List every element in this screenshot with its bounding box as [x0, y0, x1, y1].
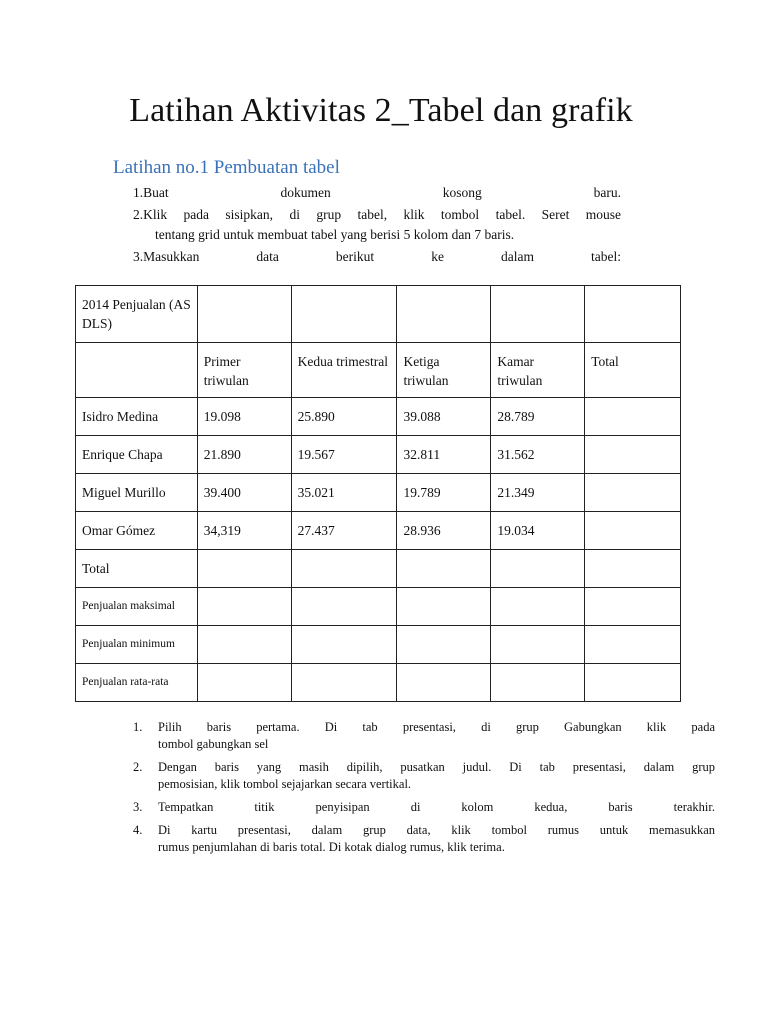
table-row: [76, 436, 681, 474]
instruction-number: 1.: [133, 720, 143, 734]
table-cell: [397, 286, 491, 343]
instruction-number: 2.: [133, 760, 143, 774]
table-cell: [197, 664, 291, 702]
table-cell: [76, 343, 198, 398]
steps-list: [133, 183, 621, 267]
table-cell: 32.811: [397, 436, 491, 474]
table-row: [76, 398, 681, 436]
instructions-list: [133, 719, 715, 862]
table-cell: 19.567: [291, 436, 397, 474]
table-cell: 19.098: [197, 398, 291, 436]
instruction-text: Tempatkan titik penyisipan di kolom kedua, baris terakhir.: [158, 800, 715, 814]
column-header: Kedua trimestral: [291, 343, 397, 398]
table-cell: [491, 286, 585, 343]
table-cell: 31.562: [491, 436, 585, 474]
row-name: Penjualan rata-rata: [76, 664, 198, 702]
step-1: 1.Buat dokumen kosong baru.: [133, 185, 621, 200]
table-cell: [585, 626, 681, 664]
table-cell: [491, 550, 585, 588]
table-cell: 25.890: [291, 398, 397, 436]
sales-table: [75, 285, 681, 702]
instruction-text: Di kartu presentasi, dalam grup data, klik tombol rumus untuk memasukkan: [158, 823, 715, 837]
table-cell: [491, 626, 585, 664]
row-name: Total: [76, 550, 198, 588]
instruction-item: [133, 719, 715, 753]
instruction-text-continued: tombol gabungkan sel: [158, 737, 269, 751]
instruction-item: [133, 822, 715, 856]
table-cell: [491, 664, 585, 702]
table-cell: [585, 512, 681, 550]
table-cell: [397, 664, 491, 702]
table-cell: [291, 286, 397, 343]
table-header-row: [76, 343, 681, 398]
table-cell: [585, 588, 681, 626]
row-name: Penjualan maksimal: [76, 588, 198, 626]
table-cell: [585, 550, 681, 588]
table-cell: 28.789: [491, 398, 585, 436]
step-3: 3.Masukkan data berikut ke dalam tabel:: [133, 249, 621, 264]
table-cell: 39.400: [197, 474, 291, 512]
table-cell: [197, 550, 291, 588]
table-cell: [585, 286, 681, 343]
table-cell: [491, 588, 585, 626]
page-title: Latihan Aktivitas 2_Tabel dan grafik: [129, 92, 633, 129]
table-title-row: [76, 286, 681, 343]
column-header: Primer triwulan: [197, 343, 291, 398]
table-cell: 35.021: [291, 474, 397, 512]
table-cell: 34,319: [197, 512, 291, 550]
table-cell: [291, 588, 397, 626]
column-header: Ketiga triwulan: [397, 343, 491, 398]
table-cell: [397, 588, 491, 626]
row-name: Miguel Murillo: [76, 474, 198, 512]
table-title-cell: 2014 Penjualan (AS DLS): [76, 286, 198, 343]
table-cell: [397, 550, 491, 588]
table-cell: [585, 474, 681, 512]
min-sales-row: [76, 626, 681, 664]
row-name: Omar Gómez: [76, 512, 198, 550]
row-name: Isidro Medina: [76, 398, 198, 436]
instruction-text-continued: rumus penjumlahan di baris total. Di kotak dialog rumus, klik terima.: [158, 840, 505, 854]
table-cell: 19.034: [491, 512, 585, 550]
instruction-number: 3.: [133, 800, 143, 814]
table-cell: 27.437: [291, 512, 397, 550]
row-name: Enrique Chapa: [76, 436, 198, 474]
step-2: 2.Klik pada sisipkan, di grup tabel, klik tombol tabel. Seret mouse: [133, 207, 621, 222]
table-cell: [197, 626, 291, 664]
instruction-text: Pilih baris pertama. Di tab presentasi, di grup Gabungkan klik pada: [158, 720, 715, 734]
max-sales-row: [76, 588, 681, 626]
table-cell: [585, 436, 681, 474]
table-cell: [585, 398, 681, 436]
total-row: [76, 550, 681, 588]
row-name: Penjualan minimum: [76, 626, 198, 664]
column-header: Total: [585, 343, 681, 398]
instruction-item: [133, 759, 715, 793]
instruction-item: [133, 799, 715, 816]
section-heading: Latihan no.1 Pembuatan tabel: [113, 157, 340, 178]
instruction-text: Dengan baris yang masih dipilih, pusatkan judul. Di tab presentasi, dalam grup: [158, 760, 715, 774]
table-row: [76, 474, 681, 512]
table-cell: [291, 664, 397, 702]
table-cell: [197, 588, 291, 626]
table-cell: 39.088: [397, 398, 491, 436]
step-2-continued: tentang grid untuk membuat tabel yang berisi 5 kolom dan 7 baris.: [155, 227, 515, 242]
table-cell: [197, 286, 291, 343]
table-cell: [585, 664, 681, 702]
table-cell: 28.936: [397, 512, 491, 550]
table-cell: [397, 626, 491, 664]
instruction-number: 4.: [133, 823, 143, 837]
column-header: Kamar triwulan: [491, 343, 585, 398]
table-cell: 21.349: [491, 474, 585, 512]
avg-sales-row: [76, 664, 681, 702]
table-cell: 21.890: [197, 436, 291, 474]
table-cell: [291, 626, 397, 664]
table-cell: 19.789: [397, 474, 491, 512]
table-row: [76, 512, 681, 550]
instruction-text-continued: pemosisian, klik tombol sejajarkan secara vertikal.: [158, 777, 412, 791]
table-cell: [291, 550, 397, 588]
